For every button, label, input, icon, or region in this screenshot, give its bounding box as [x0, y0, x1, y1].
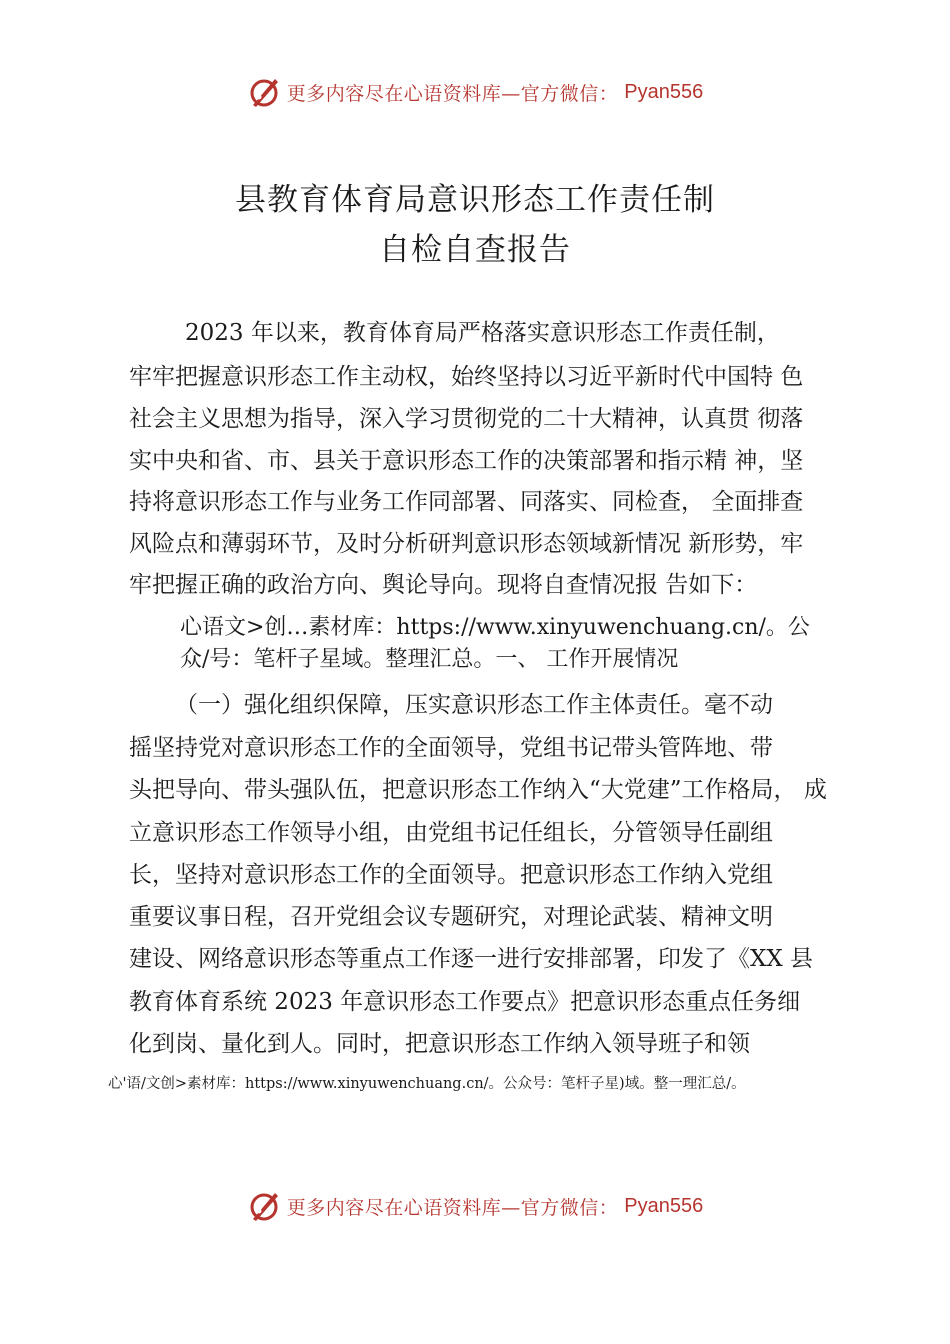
note-line: 心语文>创…素材库：https://www.xinyuwenchuang.cn/。公 [180, 615, 810, 640]
paragraph-line: 长，坚持对意识形态工作的全面领导。把意识形态工作纳入党组 [129, 862, 773, 888]
paragraph-line: 实中央和省、市、县关于意识形态工作的决策部署和指示精 神，坚 [129, 448, 804, 474]
paragraph-line: 持将意识形态工作与业务工作同部署、同落实、同检查， 全面排查 [129, 489, 804, 515]
paragraph-line: 2023 年以来，教育体育局严格落实意识形态工作责任制， [185, 320, 780, 346]
banner-text: 更多内容尽在心语资料库—官方微信： [286, 1196, 619, 1219]
banner-handle: Pyan556 [624, 80, 704, 103]
header-banner [0, 72, 950, 112]
paragraph-line: 立意识形态工作领导小组，由党组书记任组长，分管领导任副组 [129, 820, 773, 846]
document-subtitle: 自检自查报告 [379, 232, 571, 268]
footer-banner [0, 1186, 950, 1226]
pen-logo-icon [247, 75, 281, 109]
paragraph-line: 摇坚持党对意识形态工作的全面领导，党组书记带头管阵地、带 [129, 735, 773, 761]
footnote: 心'语/文创>素材库：https://www.xinyuwenchuang.cn/。公众号：笔杆子星)域。整一理汇总/。 [108, 1076, 746, 1092]
paragraph-line: 牢牢把握意识形态工作主动权，始终坚持以习近平新时代中国特 色 [129, 364, 804, 390]
paragraph-line: 化到岗、量化到人。同时，把意识形态工作纳入领导班子和领 [129, 1031, 750, 1057]
paragraph-line: 教育体育系统 2023 年意识形态工作要点》把意识形态重点任务细 [129, 989, 801, 1015]
pen-logo-icon [247, 1189, 281, 1223]
paragraph-line: 重要议事日程，召开党组会议专题研究，对理论武装、精神文明 [129, 904, 773, 930]
note-line: 众/号：笔杆子星域。整理汇总。一、 工作开展情况 [180, 647, 679, 672]
paragraph-line: 建设、网络意识形态等重点工作逐一进行安排部署，印发了《XX 县 [129, 946, 814, 972]
paragraph-line: （一）强化组织保障，压实意识形态工作主体责任。毫不动 [175, 692, 773, 718]
paragraph-line: 牢把握正确的政治方向、舆论导向。现将自查情况报 告如下： [129, 572, 758, 598]
paragraph-line: 风险点和薄弱环节，及时分析研判意识形态领域新情况 新形势，牢 [129, 531, 804, 557]
paragraph-line: 头把导向、带头强队伍，把意识形态工作纳入“大党建”工作格局， 成 [129, 777, 827, 803]
banner-handle: Pyan556 [624, 1194, 704, 1217]
banner-text: 更多内容尽在心语资料库—官方微信： [286, 82, 619, 105]
paragraph-line: 社会主义思想为指导，深入学习贯彻党的二十大精神，认真贯 彻落 [129, 406, 804, 432]
document-title: 县教育体育局意识形态工作责任制 [235, 182, 715, 218]
